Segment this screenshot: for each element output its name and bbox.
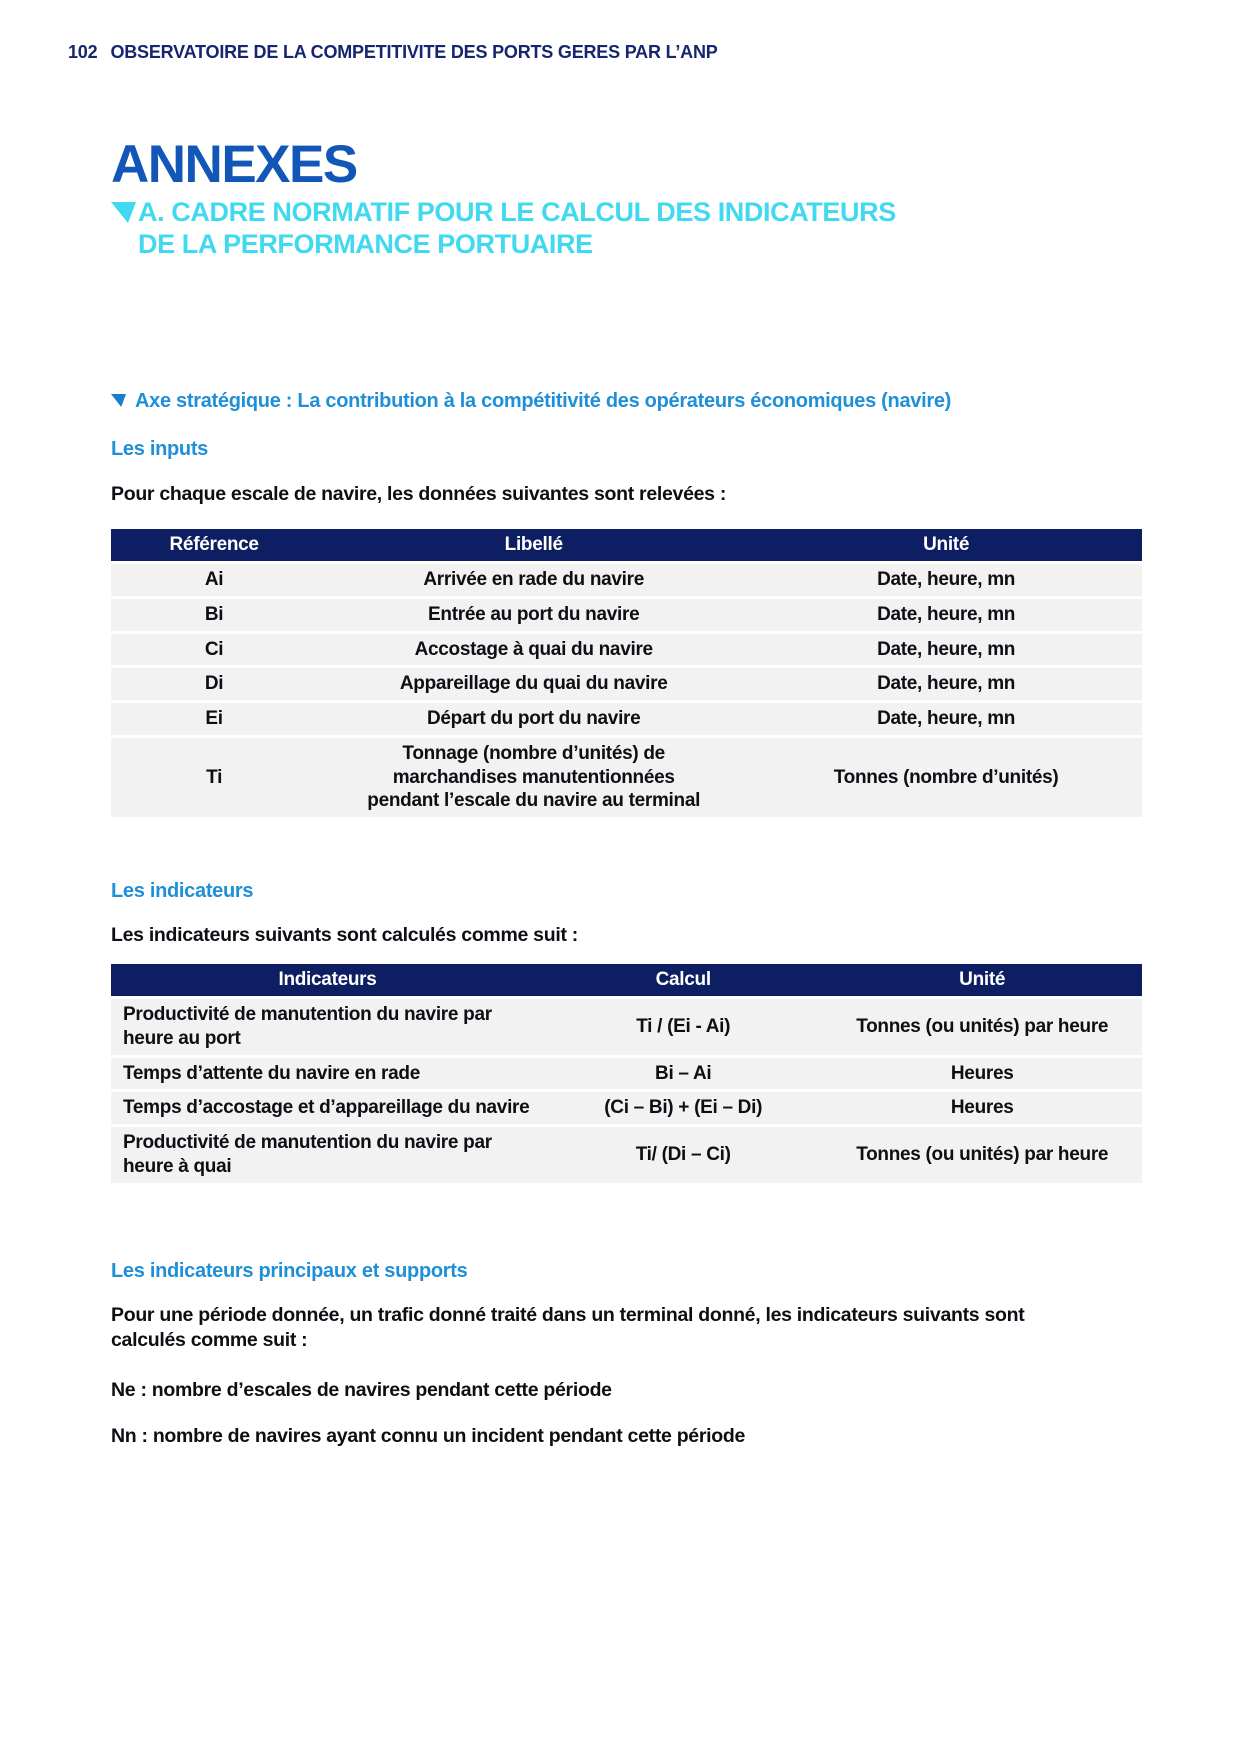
cell-libelle-text: Tonnage (nombre d’unités) de marchandises manutentionnées pendant l’escale du navire au terminal (367, 742, 701, 812)
axis-strategic-heading (111, 390, 951, 413)
cell-unite: Heures (822, 1058, 1142, 1093)
annexes-subtitle-line1: A. CADRE NORMATIF POUR LE CALCUL DES INDICATEURS (138, 197, 896, 227)
cell-reference: Di (111, 668, 317, 703)
table-row (111, 634, 1142, 669)
cell-libelle: Appareillage du quai du navire (317, 668, 750, 703)
indicators-heading: Les indicateurs (111, 880, 254, 902)
cell-libelle: Arrivée en rade du navire (317, 564, 750, 599)
principals-intro-paragraph: Pour une période donnée, un trafic donné traité dans un terminal donné, les indicateurs suivants sont calculés comme suit : (111, 1304, 1025, 1352)
table-row (111, 599, 1142, 634)
cell-calcul: Bi – Ai (544, 1058, 822, 1093)
annexes-subtitle-line2: DE LA PERFORMANCE PORTUAIRE (138, 228, 593, 259)
cell-indicateur: Productivité de manutention du navire par heure à quai (111, 1127, 544, 1186)
table-row (111, 564, 1142, 599)
table-row (111, 1092, 1142, 1127)
table-row (111, 1058, 1142, 1093)
table-row (111, 703, 1142, 738)
cell-indicateur: Productivité de manutention du navire par heure au port (111, 999, 544, 1058)
cell-unite: Tonnes (ou unités) par heure (822, 1127, 1142, 1186)
inputs-table-header-row (111, 529, 1142, 564)
inputs-col-header-reference: Référence (111, 529, 317, 564)
cell-libelle: Départ du port du navire (317, 703, 750, 738)
cell-indicateur: Temps d’accostage et d’appareillage du navire (111, 1092, 544, 1127)
principals-heading: Les indicateurs principaux et supports (111, 1260, 468, 1282)
cell-calcul: Ti / (Ei - Ai) (544, 999, 822, 1058)
cell-libelle: Entrée au port du navire (317, 599, 750, 634)
triangle-marker-icon (111, 394, 126, 407)
cell-reference: Bi (111, 599, 317, 634)
indicators-col-header-unite: Unité (822, 964, 1142, 999)
indicators-col-header-calcul: Calcul (544, 964, 822, 999)
cell-reference: Ti (111, 738, 317, 820)
indicators-table-header-row (111, 964, 1142, 999)
table-row (111, 738, 1142, 820)
cell-unite: Date, heure, mn (750, 703, 1142, 738)
cell-libelle: Accostage à quai du navire (317, 634, 750, 669)
annexes-subtitle-text (138, 197, 896, 260)
indicators-table (111, 964, 1142, 1186)
cell-unite: Date, heure, mn (750, 668, 1142, 703)
table-row (111, 999, 1142, 1058)
cell-indicateur: Temps d’attente du navire en rade (111, 1058, 544, 1093)
cell-unite: Date, heure, mn (750, 634, 1142, 669)
ne-definition: Ne : nombre d’escales de navires pendant cette période (111, 1379, 612, 1401)
page-number: 102 (68, 42, 98, 62)
indicators-col-header-indicateurs: Indicateurs (111, 964, 544, 999)
cell-unite: Tonnes (nombre d’unités) (750, 738, 1142, 820)
annexes-subtitle (111, 197, 896, 260)
cell-reference: Ci (111, 634, 317, 669)
nn-definition: Nn : nombre de navires ayant connu un incident pendant cette période (111, 1425, 746, 1447)
cell-calcul: Ti/ (Di – Ci) (544, 1127, 822, 1186)
table-row (111, 668, 1142, 703)
cell-reference: Ai (111, 564, 317, 599)
annexes-title: ANNEXES (111, 135, 357, 194)
inputs-col-header-libelle: Libellé (317, 529, 750, 564)
cell-unite: Date, heure, mn (750, 564, 1142, 599)
axis-strategic-heading-text: Axe stratégique : La contribution à la compétitivité des opérateurs économiques (navire) (135, 390, 952, 412)
cell-unite: Tonnes (ou unités) par heure (822, 999, 1142, 1058)
cell-unite: Date, heure, mn (750, 599, 1142, 634)
cell-calcul: (Ci – Bi) + (Ei – Di) (544, 1092, 822, 1127)
table-row (111, 1127, 1142, 1186)
inputs-col-header-unite: Unité (750, 529, 1142, 564)
inputs-table (111, 529, 1142, 820)
triangle-marker-icon (111, 202, 136, 223)
inputs-heading: Les inputs (111, 438, 209, 460)
cell-unite: Heures (822, 1092, 1142, 1127)
inputs-intro-paragraph: Pour chaque escale de navire, les données suivantes sont relevées : (111, 483, 727, 505)
indicators-intro-paragraph: Les indicateurs suivants sont calculés comme suit : (111, 924, 578, 946)
running-head (68, 42, 718, 63)
cell-reference: Ei (111, 703, 317, 738)
running-head-title: OBSERVATOIRE DE LA COMPETITIVITE DES PORTS GERES PAR L’ANP (110, 42, 718, 62)
cell-libelle (317, 738, 750, 820)
